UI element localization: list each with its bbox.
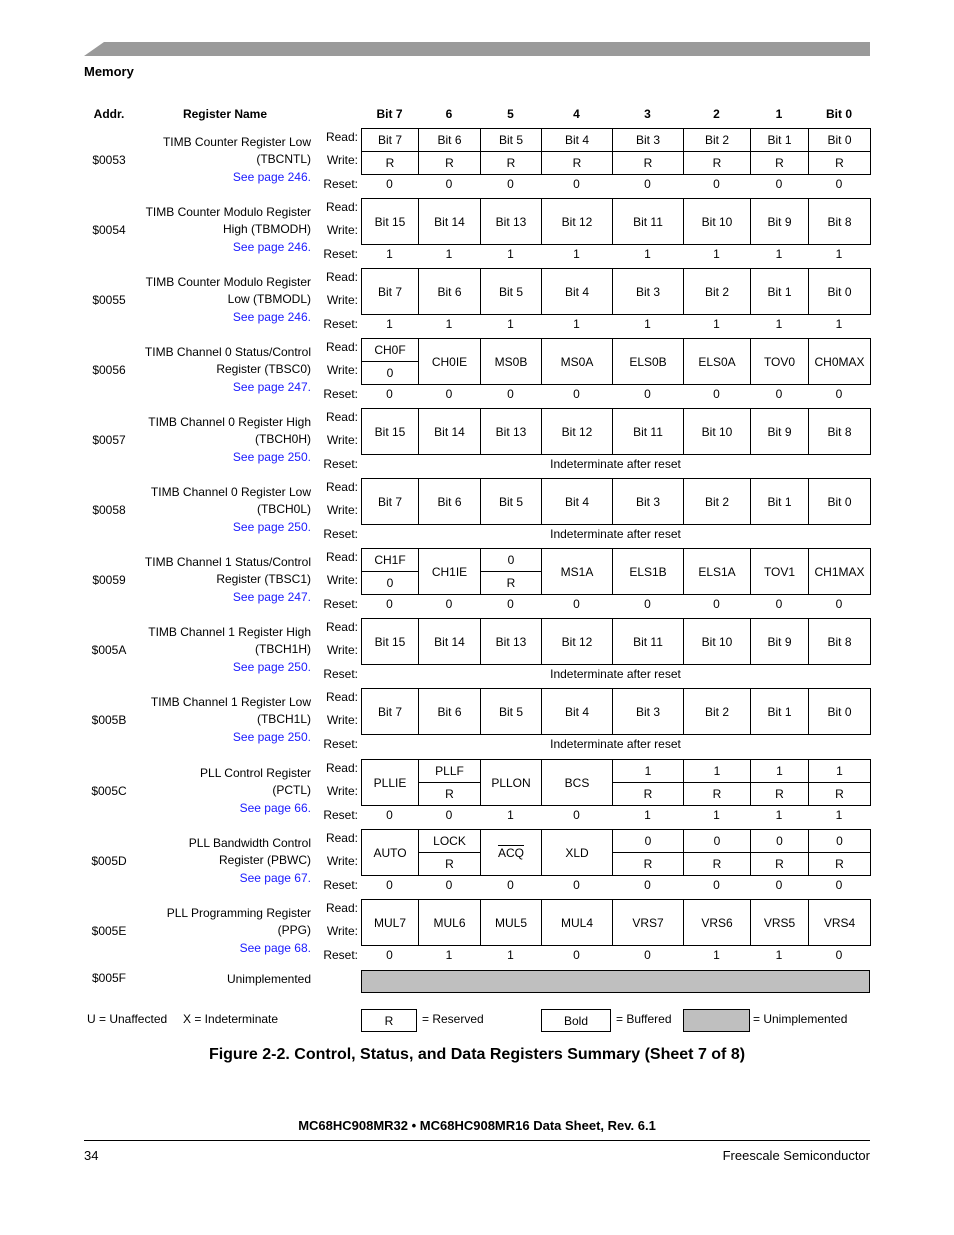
write-label: Write: (326, 363, 358, 377)
reg-0056-page-link[interactable]: See page 247. (232, 380, 311, 394)
reg-005C-low-write: R (750, 782, 809, 806)
write-label: Write: (326, 223, 358, 237)
write-label: Write: (326, 643, 358, 657)
reg-0053-write-bit: R (480, 151, 542, 175)
reg-005D-low-write: R (750, 852, 809, 876)
reg-0056-reset-bit: 0 (835, 387, 843, 401)
bit-header-3: 4 (573, 107, 580, 121)
section-title: Memory (84, 64, 134, 79)
reg-0059-reset-bit: 0 (507, 597, 514, 611)
reg-005B-bit: Bit 4 (541, 688, 613, 735)
read-label: Read: (325, 831, 358, 845)
reg-0055-bit: Bit 6 (418, 268, 481, 315)
reg-005D-low-read: 0 (683, 829, 751, 853)
reg-0053-read-bit: Bit 3 (612, 128, 684, 152)
reg-005D-reset-bit: 0 (835, 878, 843, 892)
reg-0056-bit: TOV0 (750, 338, 809, 385)
reg-005A-bit: Bit 11 (612, 618, 684, 665)
reg-0055-reset-bit: 1 (445, 317, 453, 331)
reg-0058-bit: Bit 1 (750, 478, 809, 525)
reg-0054-reset-bit: 1 (644, 247, 651, 261)
reg-0054-bit: Bit 12 (541, 198, 613, 245)
reg-005A-reset-text: Indeterminate after reset (550, 667, 681, 681)
reg-0058-bit: Bit 7 (361, 478, 419, 525)
reg-0055-reset-bit: 1 (507, 317, 514, 331)
reg-0059-name-line2: Register (TBSC1) (216, 572, 311, 586)
reg-0055-bit: Bit 4 (541, 268, 613, 315)
reg-0053-reset-bit: 0 (445, 177, 453, 191)
reg-005A-bit: Bit 9 (750, 618, 809, 665)
unimplemented-row (361, 970, 870, 993)
reg-0054-name-line1: TIMB Counter Modulo Register (145, 205, 311, 219)
register-name-header: Register Name (182, 107, 268, 121)
reg-005A-bit: Bit 14 (418, 618, 481, 665)
reg-0056-reset-bit: 0 (775, 387, 783, 401)
reg-0057-bit: Bit 10 (683, 408, 751, 455)
reg-005D-page-link[interactable]: See page 67. (239, 871, 311, 885)
reg-0054-reset-bit: 1 (386, 247, 393, 261)
reg-0053-page-link[interactable]: See page 246. (232, 170, 311, 184)
reg-005C-low-write: R (612, 782, 684, 806)
reg-0055-reset-bit: 1 (835, 317, 843, 331)
reg-0057-bit: Bit 14 (418, 408, 481, 455)
reg-005E-bit: MUL6 (418, 899, 481, 946)
reg-0054-bit: Bit 14 (418, 198, 481, 245)
reset-label: Reset: (323, 737, 358, 751)
reg-005C-bit4: BCS (541, 759, 613, 806)
reg-005B-bit: Bit 0 (808, 688, 871, 735)
reg-0053-read-bit: Bit 4 (541, 128, 613, 152)
reg-005E-bit: VRS4 (808, 899, 871, 946)
reg-0059-reset-bit: 0 (835, 597, 843, 611)
reg-005E-bit: MUL5 (480, 899, 542, 946)
reg-005C-bit5-label: PLLON (491, 775, 531, 790)
reg-0053-reset-bit: 0 (386, 177, 393, 191)
reg-0054-bit: Bit 10 (683, 198, 751, 245)
reg-005B-name-line2: (TBCH1L) (256, 712, 311, 726)
reg-0059-page-link[interactable]: See page 247. (232, 590, 311, 604)
reg-005C-bit6-write: R (418, 782, 481, 806)
legend-bold-box: Bold (541, 1009, 611, 1032)
reg-005A-name-line1: TIMB Channel 1 Register High (148, 625, 311, 639)
reg-005D-reset-bit: 0 (507, 878, 514, 892)
reg-0058-bit: Bit 2 (683, 478, 751, 525)
reg-005E-bit: VRS5 (750, 899, 809, 946)
reg-005B-bit: Bit 5 (480, 688, 542, 735)
reg-0058-name-line1: TIMB Channel 0 Register Low (150, 485, 311, 499)
reg-005C-bit7: PLLIE (361, 759, 419, 806)
reg-0055-bit: Bit 3 (612, 268, 684, 315)
read-label: Read: (325, 620, 358, 634)
reg-005B-bit: Bit 7 (361, 688, 419, 735)
reg-0055-name-line2: Low (TBMODL) (227, 292, 311, 306)
reg-0058-bit: Bit 6 (418, 478, 481, 525)
reg-0059-bit: TOV1 (750, 548, 809, 595)
reg-0054-reset-bit: 1 (445, 247, 453, 261)
legend-reserved-text: = Reserved (422, 1012, 484, 1026)
legend-unimplemented-box (683, 1009, 750, 1032)
legend-reserved-box: R (361, 1009, 417, 1032)
reg-0053-reset-bit: 0 (644, 177, 651, 191)
reg-005D-reset-bit: 0 (573, 878, 580, 892)
reg-005C-low-read: 1 (750, 759, 809, 783)
reg-005E-reset-bit: 1 (507, 948, 514, 962)
reg-005D-bit6-write: R (418, 852, 481, 876)
reg-0054-reset-bit: 1 (507, 247, 514, 261)
reg-005A-addr: $005A (91, 643, 127, 657)
reg-0053-name-line2: (TBCNTL) (256, 152, 311, 166)
reg-005D-bit7: AUTO (361, 829, 419, 876)
reg-0059-ch1f: CH1F (361, 548, 419, 572)
reg-005E-addr: $005E (91, 924, 127, 938)
reg-005C-low-read: 1 (683, 759, 751, 783)
reg-0056-reset-bit: 0 (713, 387, 720, 401)
reg-0059-reset-bit: 0 (775, 597, 783, 611)
reg-0054-reset-bit: 1 (835, 247, 843, 261)
reg-0056-bit: CH0IE (418, 338, 481, 385)
bit-header-0: Bit 7 (376, 107, 403, 121)
reg-0056-ch0f: CH0F (361, 338, 419, 362)
reg-0058-name-line2: (TBCH0L) (256, 502, 311, 516)
reg-005C-name-line2: (PCTL) (272, 783, 311, 797)
reg-0053-write-bit: R (612, 151, 684, 175)
reg-0053-write-bit: R (418, 151, 481, 175)
legend-unimplemented-text: = Unimplemented (753, 1012, 848, 1026)
reg-0055-reset-bit: 1 (713, 317, 720, 331)
reg-005D-low-read: 0 (612, 829, 684, 853)
reg-005D-low-read: 0 (750, 829, 809, 853)
reg-005A-name-line2: (TBCH1H) (255, 642, 311, 656)
reset-label: Reset: (323, 457, 358, 471)
reg-005E-reset-bit: 0 (573, 948, 580, 962)
reg-0056-addr: $0056 (92, 363, 126, 377)
reg-0057-bit: Bit 11 (612, 408, 684, 455)
header-bar (84, 42, 870, 56)
reg-005C-bit5 (480, 759, 542, 806)
reg-0058-bit: Bit 0 (808, 478, 871, 525)
reg-0054-bit: Bit 11 (612, 198, 684, 245)
reg-0057-bit: Bit 8 (808, 408, 871, 455)
read-label: Read: (325, 130, 358, 144)
legend-unaffected: U = Unaffected (87, 1012, 168, 1026)
reg-0059-bit5-read: 0 (480, 548, 542, 572)
reset-label: Reset: (323, 597, 358, 611)
reg-005D-bit4: XLD (541, 829, 613, 876)
reg-005E-name-line1: PLL Programming Register (166, 906, 311, 920)
reg-005C-reset-bit: 1 (644, 808, 651, 822)
reg-0053-reset-bit: 0 (835, 177, 843, 191)
reg-005E-bit: MUL4 (541, 899, 613, 946)
read-label: Read: (325, 270, 358, 284)
reg-0059-bit: CH1MAX (808, 548, 871, 595)
reg-005C-reset-bit: 1 (835, 808, 843, 822)
reg-0056-name-line1: TIMB Channel 0 Status/Control (144, 345, 311, 359)
reg-005E-reset-bit: 0 (644, 948, 651, 962)
read-label: Read: (325, 480, 358, 494)
reg-0057-name-line2: (TBCH0H) (255, 432, 311, 446)
read-label: Read: (325, 550, 358, 564)
reg-005E-bit: VRS7 (612, 899, 684, 946)
reg-005E-reset-bit: 1 (775, 948, 783, 962)
reg-005B-bit: Bit 3 (612, 688, 684, 735)
footer-title: MC68HC908MR32 • MC68HC908MR16 Data Sheet, Rev. 6.1 (298, 1118, 656, 1133)
reg-0056-reset-bit: 0 (507, 387, 514, 401)
reg-005C-low-write: R (683, 782, 751, 806)
write-label: Write: (326, 433, 358, 447)
write-label: Write: (326, 573, 358, 587)
reg-0053-read-bit: Bit 7 (361, 128, 419, 152)
reg-005A-bit: Bit 15 (361, 618, 419, 665)
reg-0053-read-bit: Bit 6 (418, 128, 481, 152)
reg-0053-write-bit: R (683, 151, 751, 175)
reg-005C-reset-bit: 0 (573, 808, 580, 822)
reg-0058-addr: $0058 (92, 503, 126, 517)
reg-005C-bit6-read: PLLF (418, 759, 481, 783)
write-label: Write: (326, 854, 358, 868)
bit-header-1: 6 (445, 107, 453, 121)
page-number: 34 (84, 1148, 99, 1163)
reg-005E-bit: VRS6 (683, 899, 751, 946)
reg-0053-read-bit: Bit 5 (480, 128, 542, 152)
reg-0056-bit: MS0A (541, 338, 613, 385)
reg-0057-bit: Bit 12 (541, 408, 613, 455)
reg-0059-reset-bit: 0 (386, 597, 393, 611)
reg-0059-name-line1: TIMB Channel 1 Status/Control (144, 555, 311, 569)
bit-header-6: 1 (775, 107, 783, 121)
reg-0055-name-line1: TIMB Counter Modulo Register (145, 275, 311, 289)
reg-0054-reset-bit: 1 (573, 247, 580, 261)
addr-header: Addr. (93, 107, 125, 121)
reg-005C-addr: $005C (91, 784, 127, 798)
reg-0056-reset-bit: 0 (644, 387, 651, 401)
reg-005A-bit: Bit 10 (683, 618, 751, 665)
reg-005C-low-write: R (808, 782, 871, 806)
reg-0055-reset-bit: 1 (644, 317, 651, 331)
reg-005C-reset-bit: 1 (507, 808, 514, 822)
reg-0054-bit: Bit 9 (750, 198, 809, 245)
read-label: Read: (325, 690, 358, 704)
reset-label: Reset: (323, 247, 358, 261)
reset-label: Reset: (323, 878, 358, 892)
reg-005D-low-write: R (612, 852, 684, 876)
write-label: Write: (326, 784, 358, 798)
reg-005F-name: Unimplemented (226, 972, 311, 986)
write-label: Write: (326, 713, 358, 727)
reg-0058-bit: Bit 3 (612, 478, 684, 525)
reg-005D-low-write: R (808, 852, 871, 876)
reg-005C-name-line1: PLL Control Register (200, 766, 311, 780)
reg-0059-ch1ie: CH1IE (418, 548, 481, 595)
reg-0053-write-bit: R (808, 151, 871, 175)
reg-005C-page-link[interactable]: See page 66. (239, 801, 311, 815)
legend-indeterminate: X = Indeterminate (183, 1012, 279, 1026)
reg-005B-name-line1: TIMB Channel 1 Register Low (150, 695, 311, 709)
reg-005C-reset-bit: 0 (445, 808, 453, 822)
publisher: Freescale Semiconductor (722, 1148, 870, 1163)
reg-0056-ch0f-write: 0 (361, 361, 419, 385)
reg-0053-reset-bit: 0 (507, 177, 514, 191)
reg-005D-name-line1: PLL Bandwidth Control (188, 836, 311, 850)
reg-0053-write-bit: R (361, 151, 419, 175)
reg-005B-bit: Bit 6 (418, 688, 481, 735)
reg-0059-addr: $0059 (92, 573, 126, 587)
reg-0053-write-bit: R (541, 151, 613, 175)
legend-bold-text: = Buffered (616, 1012, 672, 1026)
reg-0054-bit: Bit 8 (808, 198, 871, 245)
reg-005C-low-read: 1 (612, 759, 684, 783)
reg-0054-bit: Bit 15 (361, 198, 419, 245)
write-label: Write: (326, 924, 358, 938)
reg-0057-reset-text: Indeterminate after reset (550, 457, 681, 471)
bit-header-4: 3 (644, 107, 651, 121)
reg-005B-addr: $005B (91, 713, 127, 727)
reg-005B-reset-text: Indeterminate after reset (550, 737, 681, 751)
bit-header-7: Bit 0 (825, 107, 852, 121)
reg-005D-reset-bit: 0 (386, 878, 393, 892)
reg-005C-reset-bit: 1 (713, 808, 720, 822)
write-label: Write: (326, 153, 358, 167)
reg-005D-bit5 (480, 829, 542, 876)
reg-005D-name-line2: Register (PBWC) (218, 853, 311, 867)
read-label: Read: (325, 410, 358, 424)
reg-005B-bit: Bit 1 (750, 688, 809, 735)
reg-0053-reset-bit: 0 (573, 177, 580, 191)
reg-0059-reset-bit: 0 (445, 597, 453, 611)
reg-0054-bit: Bit 13 (480, 198, 542, 245)
reg-005D-reset-bit: 0 (445, 878, 453, 892)
reset-label: Reset: (323, 527, 358, 541)
reg-0059-reset-bit: 0 (573, 597, 580, 611)
bit-header-2: 5 (507, 107, 514, 121)
reg-005D-bit5-label: $\overline{ACQ}$ (497, 845, 524, 860)
reg-0057-addr: $0057 (92, 433, 126, 447)
reg-0054-reset-bit: 1 (775, 247, 783, 261)
reg-0058-reset-text: Indeterminate after reset (550, 527, 681, 541)
reg-0055-bit: Bit 2 (683, 268, 751, 315)
reg-0053-read-bit: Bit 2 (683, 128, 751, 152)
read-label: Read: (325, 901, 358, 915)
reg-0059-bit: MS1A (541, 548, 613, 595)
reg-0053-write-bit: R (750, 151, 809, 175)
reg-005E-reset-bit: 0 (835, 948, 843, 962)
reg-0053-name-line1: TIMB Counter Register Low (162, 135, 311, 149)
reg-005E-name-line2: (PPG) (277, 923, 311, 937)
reg-0059-reset-bit: 0 (644, 597, 651, 611)
reg-0057-bit: Bit 15 (361, 408, 419, 455)
reg-005F-addr: $005F (91, 971, 127, 985)
reset-label: Reset: (323, 667, 358, 681)
reg-0059-ch1f-write: 0 (361, 571, 419, 595)
reg-0057-name-line1: TIMB Channel 0 Register High (148, 415, 311, 429)
reg-0054-addr: $0054 (92, 223, 126, 237)
write-label: Write: (326, 293, 358, 307)
reg-0056-bit: ELS0A (683, 338, 751, 385)
read-label: Read: (325, 200, 358, 214)
reg-005C-low-read: 1 (808, 759, 871, 783)
reg-005D-addr: $005D (91, 854, 127, 868)
reg-0055-reset-bit: 1 (775, 317, 783, 331)
reg-0056-bit: MS0B (480, 338, 542, 385)
reg-005D-low-write: R (683, 852, 751, 876)
reg-005D-reset-bit: 0 (713, 878, 720, 892)
reg-005D-reset-bit: 0 (644, 878, 651, 892)
reset-label: Reset: (323, 177, 358, 191)
reg-0057-page-link[interactable]: See page 250. (232, 450, 311, 464)
write-label: Write: (326, 503, 358, 517)
footer-divider (84, 1140, 870, 1141)
reg-0059-bit5-write: R (480, 571, 542, 595)
reg-0053-read-bit: Bit 1 (750, 128, 809, 152)
reg-005A-bit: Bit 8 (808, 618, 871, 665)
reset-label: Reset: (323, 948, 358, 962)
reg-0055-reset-bit: 1 (386, 317, 393, 331)
read-label: Read: (325, 761, 358, 775)
reg-005E-reset-bit: 1 (445, 948, 453, 962)
reg-005D-reset-bit: 0 (775, 878, 783, 892)
reg-005B-bit: Bit 2 (683, 688, 751, 735)
reg-0055-page-link[interactable]: See page 246. (232, 310, 311, 324)
reg-0053-reset-bit: 0 (775, 177, 783, 191)
reg-0055-addr: $0055 (92, 293, 126, 307)
reg-0053-addr: $0053 (92, 153, 126, 167)
reg-0056-reset-bit: 0 (386, 387, 393, 401)
bit-header-5: 2 (713, 107, 720, 121)
reg-005B-page-link[interactable]: See page 250. (232, 730, 311, 744)
reg-0056-bit: ELS0B (612, 338, 684, 385)
reg-0054-page-link[interactable]: See page 246. (232, 240, 311, 254)
reg-0059-bit: ELS1B (612, 548, 684, 595)
reg-005D-bit6-read: LOCK (418, 829, 481, 853)
reg-0058-bit: Bit 4 (541, 478, 613, 525)
reg-0053-reset-bit: 0 (713, 177, 720, 191)
reg-0056-reset-bit: 0 (573, 387, 580, 401)
reg-005A-bit: Bit 12 (541, 618, 613, 665)
reg-0056-bit: CH0MAX (808, 338, 871, 385)
reg-0056-name-line2: Register (TBSC0) (216, 362, 311, 376)
reg-0055-reset-bit: 1 (573, 317, 580, 331)
reg-005C-reset-bit: 0 (386, 808, 393, 822)
reg-0057-bit: Bit 13 (480, 408, 542, 455)
reg-005E-page-link[interactable]: See page 68. (239, 941, 311, 955)
reg-0058-bit: Bit 5 (480, 478, 542, 525)
reg-0055-bit: Bit 5 (480, 268, 542, 315)
reg-0059-bit: ELS1A (683, 548, 751, 595)
reg-005E-reset-bit: 1 (713, 948, 720, 962)
reg-0058-page-link[interactable]: See page 250. (232, 520, 311, 534)
reg-0054-name-line2: High (TBMODH) (222, 222, 311, 236)
reg-005A-page-link[interactable]: See page 250. (232, 660, 311, 674)
read-label: Read: (325, 340, 358, 354)
figure-caption: Figure 2-2. Control, Status, and Data Registers Summary (Sheet 7 of 8) (208, 1046, 746, 1063)
reg-0053-read-bit: Bit 0 (808, 128, 871, 152)
reg-005E-reset-bit: 0 (386, 948, 393, 962)
reg-0055-bit: Bit 0 (808, 268, 871, 315)
reg-0055-bit: Bit 7 (361, 268, 419, 315)
reg-0054-reset-bit: 1 (713, 247, 720, 261)
reg-005D-low-read: 0 (808, 829, 871, 853)
reg-005C-reset-bit: 1 (775, 808, 783, 822)
reset-label: Reset: (323, 387, 358, 401)
reset-label: Reset: (323, 317, 358, 331)
reg-005A-bit: Bit 13 (480, 618, 542, 665)
reg-0059-reset-bit: 0 (713, 597, 720, 611)
reg-005E-bit: MUL7 (361, 899, 419, 946)
reset-label: Reset: (323, 808, 358, 822)
reg-0056-reset-bit: 0 (445, 387, 453, 401)
reg-0055-bit: Bit 1 (750, 268, 809, 315)
reg-0057-bit: Bit 9 (750, 408, 809, 455)
